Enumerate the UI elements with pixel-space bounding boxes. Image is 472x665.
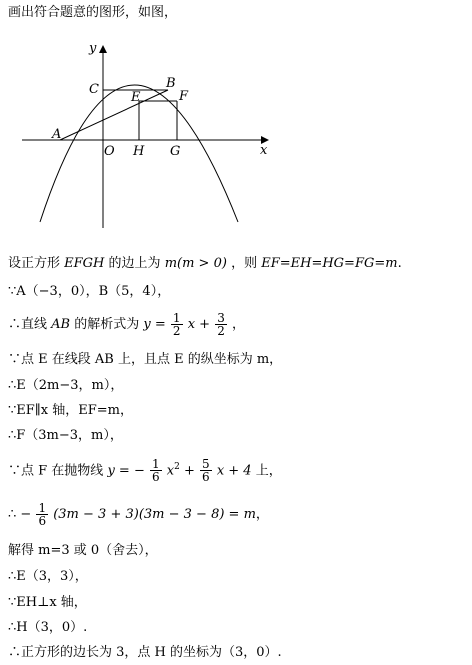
label-point-c: C <box>89 82 99 97</box>
line-5: ∴E（2m−3，m）， <box>8 378 124 393</box>
line-3: ∴直线 AB 的解析式为 y = $\frac{1}{2}$ x + $\frac{3}{2}$ ， <box>8 311 245 338</box>
label-point-a: A <box>52 127 62 142</box>
label-point-h: H <box>133 144 145 159</box>
line-6: ∵EF∥x 轴，EF=m， <box>8 403 133 418</box>
intro-text: 画出符合题意的图形，如图， <box>8 5 178 20</box>
fraction-five-sixths: $\frac{5}{6}$ <box>202 457 210 485</box>
label-x-axis: x <box>260 143 268 158</box>
line-10: 解得 m=3 或 0（舍去）， <box>8 543 158 558</box>
line-12: ∵EH⊥x 轴， <box>8 595 87 610</box>
line-1: 设正方形 EFGH 的边上为 m(m > 0) ，则 EF=EH=HG=FG=m. <box>8 256 402 271</box>
label-point-g: G <box>170 144 181 159</box>
line-2: ∵A（−3，0），B（5，4）， <box>8 284 171 299</box>
line-ab <box>60 90 168 140</box>
fraction-one-sixth-2: $\frac{1}{6}$ <box>38 501 47 528</box>
line-8: ∵点 F 在抛物线 y = − $\frac{1}{6}$ $x^2$ + $\frac{5}{6}$ x + 4 上， <box>8 457 282 485</box>
line-13: ∴H（3，0）. <box>8 620 88 635</box>
line-14: ∴正方形的边长为 3，点 H 的坐标为（3，0）. <box>8 645 282 660</box>
fraction-three-halves: $\frac{3}{2}$ <box>217 311 225 338</box>
geometry-figure <box>0 0 472 240</box>
label-point-f: F <box>179 89 189 104</box>
label-point-o: O <box>104 144 115 159</box>
label-y-axis: y <box>89 41 97 56</box>
label-point-b: B <box>166 76 176 91</box>
line-11: ∴E（3，3）， <box>8 569 88 584</box>
line-9: ∴ − $\frac{1}{6}$ (3m − 3 + 3)(3m − 3 − 8) = m， <box>8 501 269 528</box>
label-point-e: E <box>131 90 141 105</box>
line-7: ∴F（3m−3，m）， <box>8 428 123 443</box>
fraction-one-sixth: $\frac{1}{6}$ <box>151 457 160 485</box>
fraction-one-half: $\frac{1}{2}$ <box>172 311 181 338</box>
line-4: ∵点 E 在线段 AB 上，且点 E 的纵坐标为 m， <box>8 352 283 367</box>
